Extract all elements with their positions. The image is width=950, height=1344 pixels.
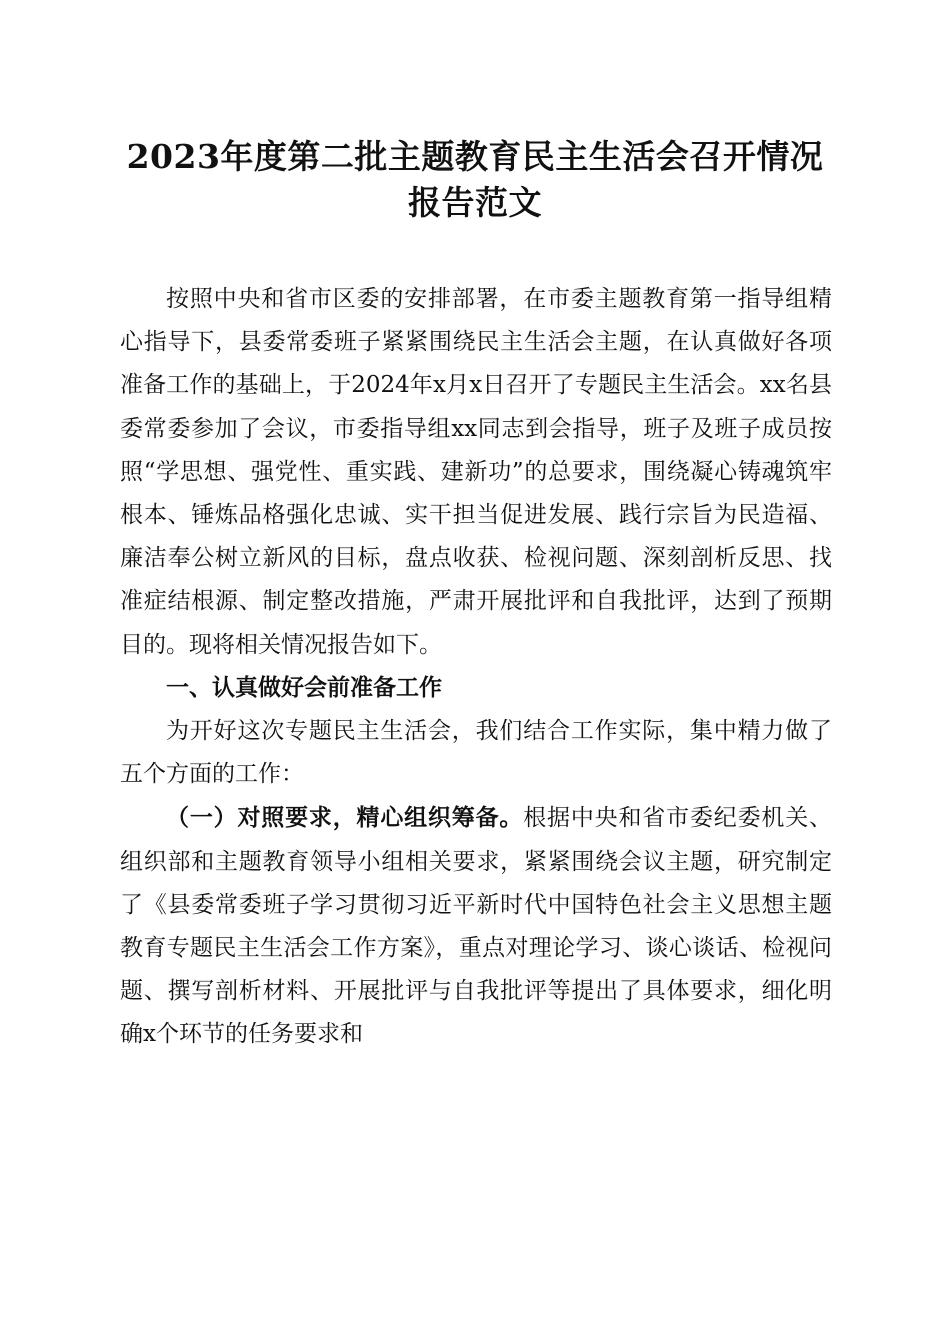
- section-heading-1: 一、认真做好会前准备工作: [166, 674, 442, 701]
- paragraph-organize-body: 根据中央和省市委纪委机关、组织部和主题教育领导小组相关要求，紧紧围绕会议主题，研究制定了《县委常委班子学习贯彻习近平新时代中国特色社会主义思想主题教育专题民主生活会工作方案》，重点对理论学习、谈心谈话、检视问题、撰写剖析材料、开展批评与自我批评等提出了具体要求，细化明确x个环节的任务要求和: [120, 805, 833, 1048]
- paragraph-preparation: 为开好这次专题民主生活会，我们结合工作实际，集中精力做了五个方面的工作：: [120, 718, 832, 788]
- document-title: 2023年度第二批主题教育民主生活会召开情况报告范文: [126, 137, 824, 222]
- paragraph-organize: [120, 796, 832, 1056]
- document-body: [120, 278, 832, 1057]
- paragraph-intro: 按照中央和省市区委的安排部署，在市委主题教育第一指导组精心指导下，县委常委班子紧紧围绕民主生活会主题，在认真做好各项准备工作的基础上，于2024年x月x日召开了专题民主生活会。xx名县委常委参加了会议，市委指导组xx同志到会指导，班子及班子成员按照“学思想、强党性、重实践、建新功”的总要求，围绕凝心铸魂筑牢根本、锤炼品格强化忠诚、实干担当促进发展、践行宗旨为民造福、廉洁奉公树立新风的目标，盘点收获、检视问题、深刻剖析反思、找准症结根源、制定整改措施，严肃开展批评和自我批评，达到了预期目的。现将相关情况报告如下。: [120, 286, 832, 658]
- paragraph-lead: （一）对照要求，精心组织筹备。: [166, 804, 524, 832]
